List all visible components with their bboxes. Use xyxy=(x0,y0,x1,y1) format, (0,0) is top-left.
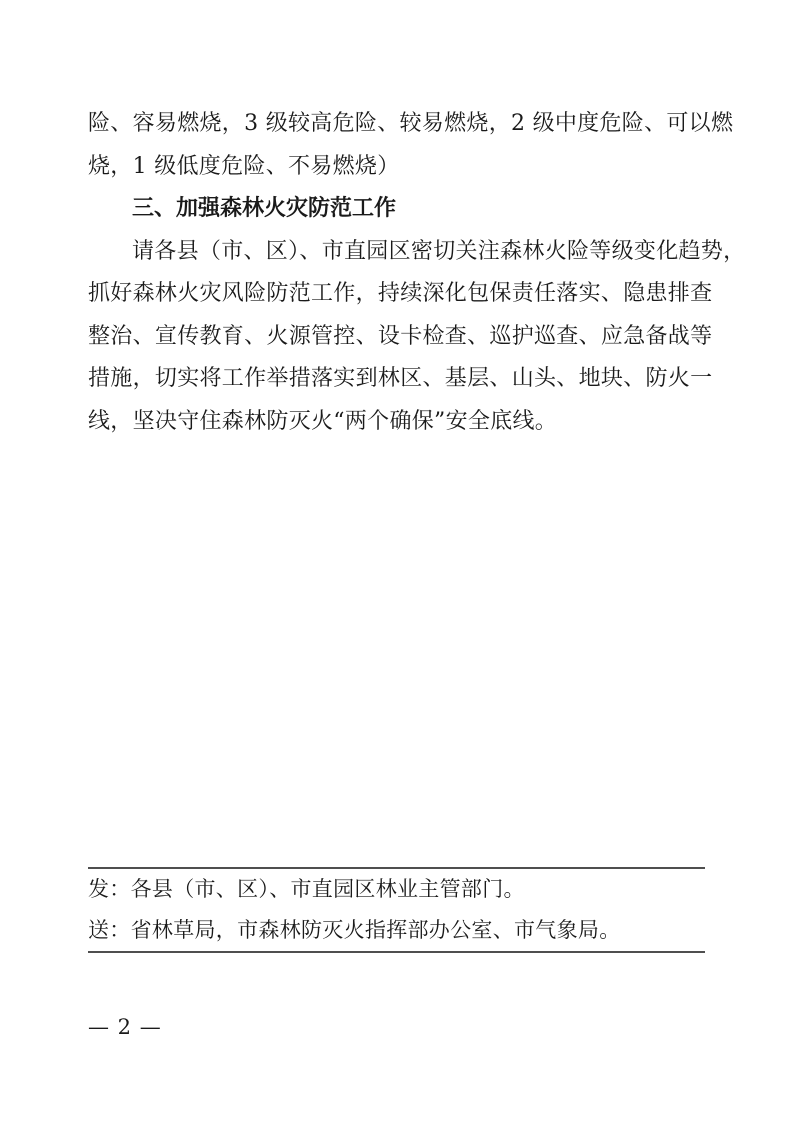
text-line: 请各县（市、区）、市直园区密切关注森林火险等级变化趋势， xyxy=(132,238,746,264)
text-line: 发：各县（市、区）、市直园区林业主管部门。 xyxy=(88,877,525,901)
text-line: 送：省林草局，市森林防灭火指挥部办公室、市气象局。 xyxy=(88,918,621,942)
continuation-text xyxy=(88,103,734,188)
section-heading: 三、加强森林火灾防范工作 xyxy=(132,196,397,221)
document-body xyxy=(88,103,746,443)
text-line: 线，坚决守住森林防灭火“两个确保”安全底线。 xyxy=(88,408,558,434)
text-line: 整治、宣传教育、火源管控、设卡检查、巡护巡查、应急备战等 xyxy=(88,323,713,349)
page-number: — 2 — xyxy=(88,1015,162,1039)
body-paragraph xyxy=(88,231,746,444)
text-line: 措施，切实将工作举措落实到林区、基层、山头、地块、防火一 xyxy=(88,366,713,391)
text-line: 抓好森林火灾风险防范工作，持续深化包保责任落实、隐患排查 xyxy=(88,281,713,306)
distribution-notes xyxy=(88,867,705,953)
text-line: 烧，1 级低度危险、不易燃烧） xyxy=(88,153,400,179)
text-line: 险、容易燃烧，3 级较高危险、较易燃烧，2 级中度危险、可以燃 xyxy=(88,111,734,136)
